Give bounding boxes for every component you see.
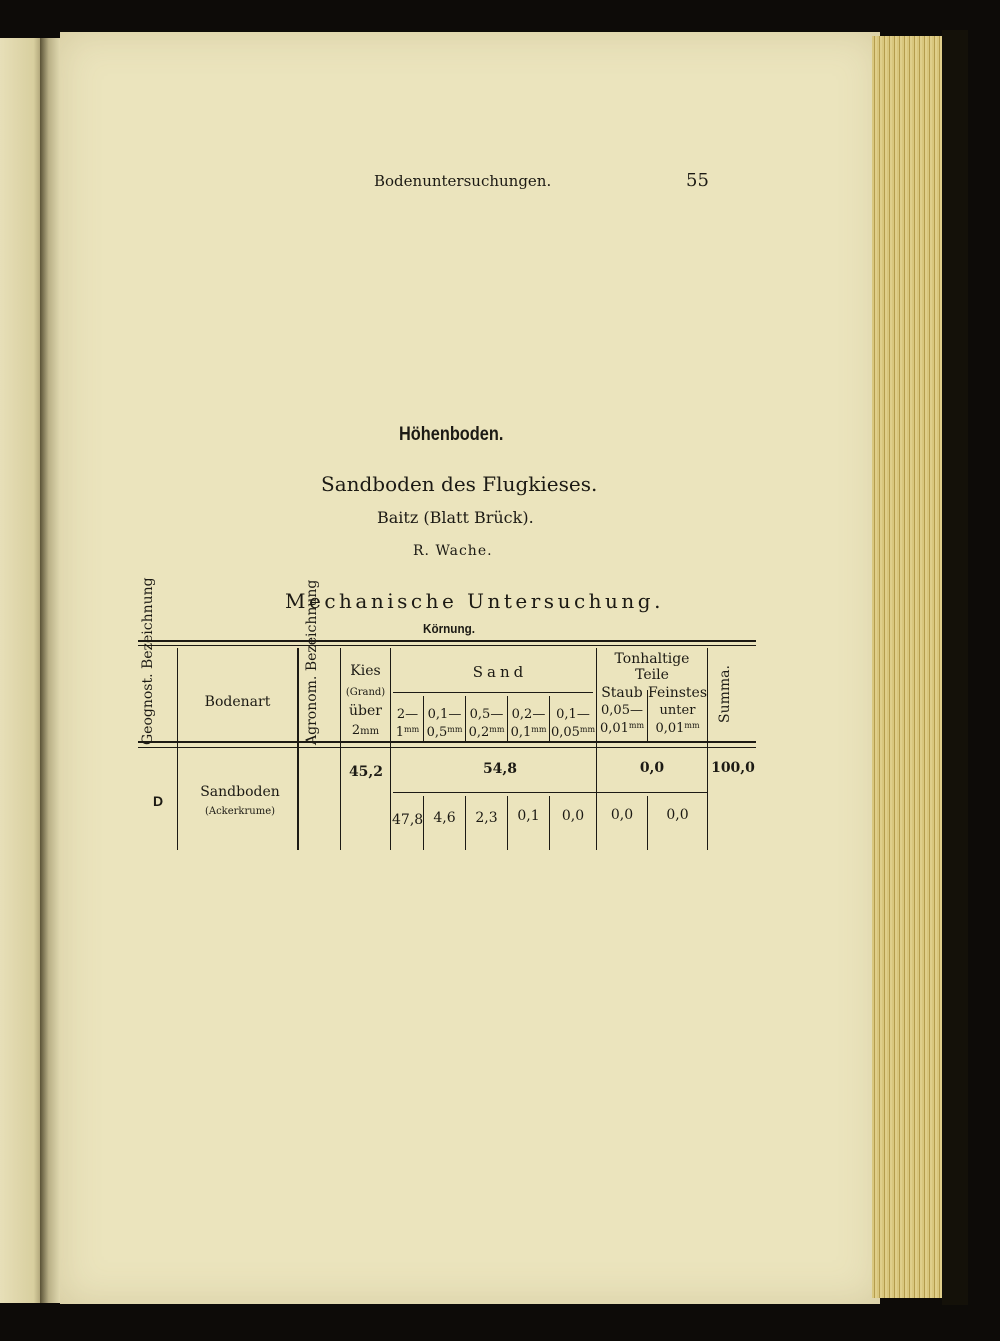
header-sand-2-1: 2— $1^{mm}$ [395,707,420,740]
header-staub: Staub [601,685,643,701]
cell-sand-02-01: 0,1 [517,808,540,824]
header-feinstes-range: unter $0,01^{mm}$ [655,703,700,736]
header-rule [138,741,756,743]
header-sand-02-01: 0,2— $0,1^{mm}$ [510,707,547,740]
page-number: 55 [686,170,709,191]
table-title: Körnung. [423,621,475,636]
sand-sub-rule [393,692,593,693]
cell-staub: 0,0 [610,807,634,823]
header-teile: Teile [635,667,669,683]
header-sand-01-005: 0,1— $0,05^{mm}$ [550,707,596,740]
col-rule [390,648,391,850]
header-sand: Sand [472,663,528,681]
header-summa: Summa. [717,665,733,723]
header-kies-ueber: über [349,703,382,719]
cell-sand-total: 54,8 [482,761,518,777]
header-sand-05-02: 0,5— $0,2^{mm}$ [468,707,505,740]
cell-geognost: D [152,793,164,809]
col-rule [340,648,341,850]
header-tonhaltige: Tonhaltige [614,651,690,667]
cell-feinstes: 0,0 [666,807,689,823]
page-heading: Höhenboden. [399,424,504,445]
total-rule [393,792,708,793]
col-rule [177,648,178,850]
page-edges [872,36,948,1298]
cell-sand-2-1: 47,8 [392,812,424,828]
cell-sand-05-02: 2,3 [475,810,498,826]
locality: Baitz (Blatt Brück). [377,508,534,527]
header-bodenart: Bodenart [204,694,271,710]
book-cover [942,30,968,1305]
col-rule [707,648,708,850]
running-head: Bodenuntersuchungen. [374,172,552,190]
facing-page-edge [0,38,42,1303]
cell-summa: 100,0 [711,760,755,776]
header-kies-size: 2mm [351,723,380,738]
header-sand-01-05: 0,1— $0,5^{mm}$ [426,707,463,740]
header-rule-2 [138,747,756,748]
cell-sand-01-005: 0,0 [561,808,585,824]
header-staub-range: 0,05— $0,01^{mm}$ [599,703,645,736]
col-rule [647,796,648,850]
author: R. Wache. [413,543,493,559]
book-gutter [40,38,62,1303]
cell-bodenart: Sandboden [200,784,280,800]
header-agronom: Agronom. Bezeichnung [304,579,320,745]
cell-ton-total: 0,0 [639,760,665,776]
table-top-rule-2 [138,645,756,646]
table-top-rule [138,640,756,642]
header-kies-grand: (Grand) [345,687,386,698]
header-feinstes: Feinstes [648,685,708,701]
col-rule [297,648,299,850]
cell-bodenart-note: (Ackerkrume) [204,806,276,817]
header-geognost: Geognost. Bezeichnung [140,577,156,745]
cell-sand-01-05: 4,6 [433,810,456,826]
header-kies: Kies [350,663,381,679]
section-title: Mechanische Untersuchung. [285,589,664,613]
soil-subtitle: Sandboden des Flugkieses. [321,472,598,496]
cell-kies: 45,2 [348,764,384,780]
